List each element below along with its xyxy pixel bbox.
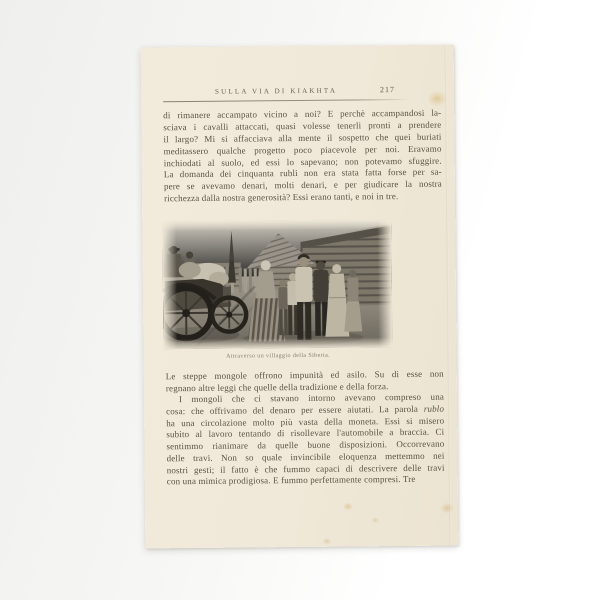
text-line: La domanda dei cinquanta rubli non era stata fatta forse per sa- — [163, 167, 442, 180]
text-line: nostri gesti; il fatto è che fummo capaci di descrivere delle travi — [166, 462, 445, 475]
text-line: inchiodati al suolo, ed essi lo sapevano; non potevamo sfuggire. — [163, 155, 442, 168]
book-page — [141, 45, 459, 549]
text-line: ricchezza dalla nostra generosità? Essi erano tanti, e noi in tre. — [164, 191, 399, 204]
text-line: Le steppe mongole offrono impunità ed asilo. Su di esse non — [165, 368, 444, 382]
foxing-stain — [440, 503, 454, 514]
running-header — [163, 85, 441, 100]
text-line: di rimanere accampato vicino a noi? E perchè accampandosi la- — [163, 107, 442, 121]
text-line: sentimmo rianimare da quelle buone disposizioni. Occorrevano — [166, 438, 445, 452]
text-line: regnano altre leggi che quelle della tradizione e della forza. — [165, 380, 389, 393]
italic-word: rublo — [423, 403, 445, 414]
text-line: delle travi. Non so quale invincibile eloquenza mettemmo nei — [166, 450, 445, 464]
text-line: I mongoli che ci stavano intorno avevano compreso una — [178, 391, 445, 405]
text-segment: cosa: che offrivamo del denaro per essere aiutati. La parola — [166, 403, 419, 417]
header-rule — [163, 99, 410, 102]
foxing-stain — [322, 538, 331, 545]
foxing-stain — [343, 502, 353, 510]
text-line: con una mimica prodigiosa. E fummo perfettamente compresi. Tre — [166, 474, 416, 487]
photo-figure — [162, 219, 392, 360]
chapter-title: SULLA VIA DI KIAKHTA — [214, 86, 338, 96]
text-line: il largo? Mi si affacciava alla mente il sospetto che quei buriati — [163, 131, 442, 145]
text-line: meditassero qualche progetto poco piacevole per noi. Eravamo — [163, 143, 442, 156]
text-line: subito al lavoro tentando di risollevare l'automobile a braccia. Ci — [166, 427, 445, 440]
paragraph-1 — [163, 108, 442, 206]
text-line: ha una circolazione molto più vasta della moneta. Essi si misero — [166, 415, 445, 429]
village-photo — [162, 219, 392, 349]
body-text-lower — [166, 369, 445, 489]
photo-caption: Attraverso un villaggio della Siberia. — [226, 352, 331, 360]
page-number: 217 — [379, 85, 396, 95]
foxing-stain — [371, 517, 379, 523]
text-line: pere se avevamo denari, molti denari, e per giudicare la nostra — [163, 178, 442, 192]
text-line: sciava i cavalli attaccati, quasi volesse tenerli pronti a prendere — [163, 119, 442, 133]
